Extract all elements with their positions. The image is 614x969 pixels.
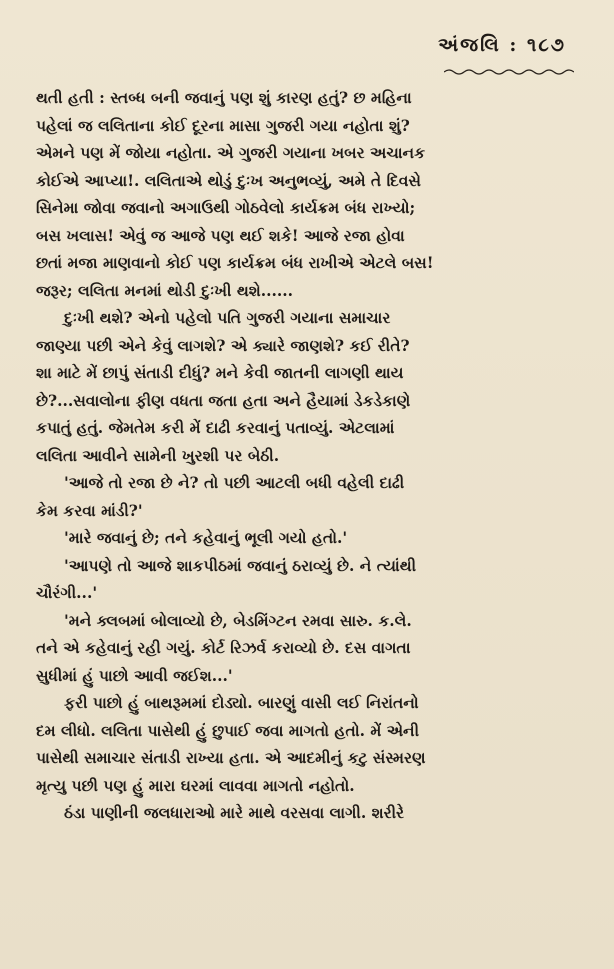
text-line: બસ ખલાસ! એવું જ આજે પણ થઈ શકે! આજે રજા હોવા: [36, 225, 405, 245]
text-line: દમ લીધો. લલિતા પાસેથી હું છુપાઈ જવા માગતો હતો. મેં એની: [36, 720, 420, 740]
text-line: ઠંડા પાણીની જલધારાઓ મારે માથે વરસવા લાગી. શરીરે: [64, 803, 405, 822]
body-text: [36, 84, 574, 827]
text-line: જરૂર; લલિતા મનમાં થોડી દુઃખી થશે......: [36, 280, 294, 300]
text-line: કપાતું હતું. જેમતેમ કરી મેં દાઢી કરવાનું પતાવ્યું. એટલામાં: [36, 418, 395, 437]
text-line: ફરી પાછો હું બાથરૂમમાં દોડ્યો. બારણું વાસી લઈ નિરાંતનો: [64, 693, 419, 712]
paragraph: [36, 799, 574, 827]
text-line: 'આજે તો રજા છે ને? તો પછી આટલી બધી વહેલી દાઢી: [64, 473, 405, 492]
paragraph: [36, 84, 574, 304]
text-line: દુઃખી થશે? એનો પહેલો પતિ ગુજરી ગયાના સમાચાર: [64, 308, 391, 327]
text-line: શા માટે મેં છાપું સંતાડી દીધું? મને કેવી જાતની લાગણી થાય: [36, 363, 404, 382]
text-line: પહેલાં જ લલિતાના કોઈ દૂરના માસા ગુજરી ગયા નહોતા શું?: [36, 115, 410, 135]
text-line: થતી હતી : સ્તબ્ધ બની જવાનું પણ શું કારણ હતું? છ મહિના: [36, 88, 412, 107]
paragraph: [36, 469, 574, 524]
text-line: પાસેથી સમાચાર સંતાડી રાખ્યા હતા. એ આદમીનું કટુ સંસ્મરણ: [36, 748, 426, 767]
paragraph: [36, 304, 574, 469]
paragraph: [36, 607, 574, 690]
text-line: છતાં મજા માણવાનો કોઈ પણ કાર્યક્રમ બંધ રાખીએ એટલે બસ!: [36, 253, 434, 272]
text-line: લલિતા આવીને સામેની ખુરશી પર બેઠી.: [36, 445, 280, 465]
text-line: 'આપણે તો આજે શાકપીઠમાં જવાનું ઠરાવ્યું છે. ને ત્યાંથી: [64, 555, 417, 575]
text-line: તને એ કહેવાનું રહી ગયું. કોર્ટ રિઝર્વ કરાવ્યો છે. દસ વાગતા: [36, 638, 411, 657]
running-header: અંજલિ : ૧૮૭: [438, 34, 566, 56]
paragraph: [36, 689, 574, 799]
text-line: એમને પણ મેં જોયા નહોતા. એ ગુજરી ગયાના ખબર અચાનક: [36, 143, 426, 162]
text-line: ચૌરંગી...': [36, 583, 98, 602]
header-wavy-rule: [444, 68, 574, 76]
text-line: 'મને ક્લબમાં બોલાવ્યો છે, બેડમિંગ્ટન રમવા સારુ. ક.લે.: [64, 610, 412, 630]
text-line: જાણ્યા પછી એને કેવું લાગશે? એ ક્યારે જાણશે? કઈ રીતે?: [36, 335, 410, 355]
text-line: કોઈએ આપ્યા!. લલિતાએ થોડું દુઃખ અનુભવ્યું, અમે તે દિવસે: [36, 170, 421, 190]
text-line: કેમ કરવા માંડી?': [36, 500, 143, 520]
text-line: 'મારે જવાનું છે; તને કહેવાનું ભૂલી ગયો હતો.': [64, 528, 348, 547]
text-line: સુધીમાં હું પાછો આવી જઈશ...': [36, 665, 233, 685]
text-line: છે?...સવાલોના ફીણ વધતા જતા હતા અને હૈયામાં ડેકડેકાણે: [36, 390, 411, 410]
paragraph: [36, 524, 574, 552]
text-line: સિનેમા જોવા જવાનો અગાઉથી ગોઠવેલો કાર્યક્રમ બંધ રાખ્યો;: [36, 198, 416, 217]
text-line: મૃત્યુ પછી પણ હું મારા ઘરમાં લાવવા માગતો નહોતો.: [36, 775, 355, 795]
paragraph: [36, 552, 574, 607]
